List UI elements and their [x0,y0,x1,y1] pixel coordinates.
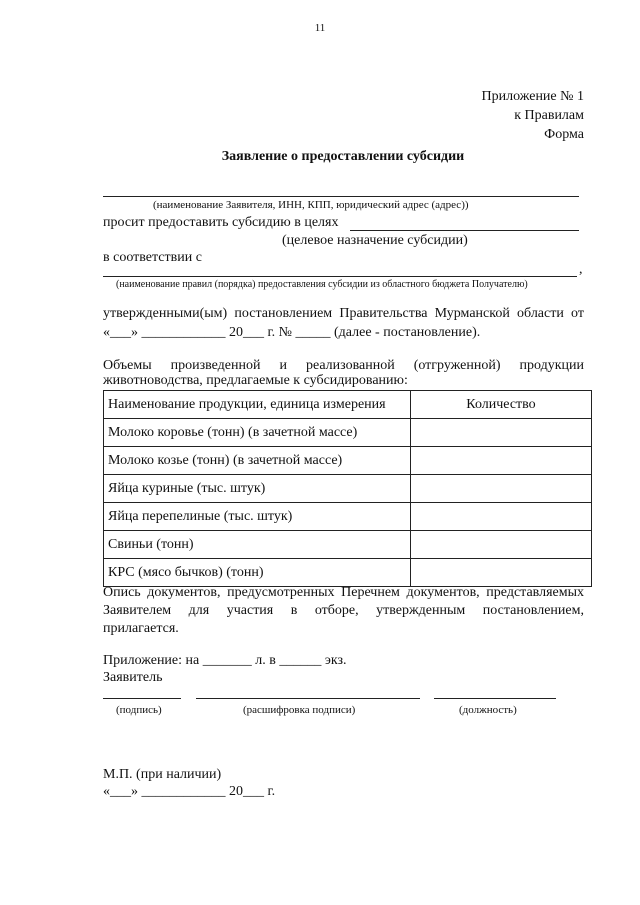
table-header-row [104,391,592,419]
product-name: Свиньи (тонн) [104,531,411,559]
position-field[interactable] [434,698,556,699]
approved-line-1: утвержденными(ым) постановлением Правительства Мурманской области от [103,306,584,321]
quantity-cell[interactable] [411,475,592,503]
products-table [103,390,592,587]
volumes-line-2: животноводства, предлагаемые к субсидированию: [103,373,408,388]
signature-caption: (подпись) [116,704,162,716]
appendix-form: Форма [544,127,584,142]
volumes-line-1: Объемы произведенной и реализованной (отгруженной) продукции [103,358,584,373]
product-name: Молоко коровье (тонн) (в зачетной массе) [104,419,411,447]
seal-label: М.П. (при наличии) [103,767,222,782]
attachment-line: Приложение: на _______ л. в ______ экз. [103,653,347,668]
applicant-label: Заявитель [103,670,163,685]
quantity-cell[interactable] [411,419,592,447]
applicant-caption: (наименование Заявителя, ИНН, КПП, юридический адрес (адрес)) [153,199,469,211]
rules-field[interactable] [103,276,577,277]
table-row [104,447,592,475]
product-name: Яйца куриные (тыс. штук) [104,475,411,503]
applicant-field[interactable] [103,196,579,197]
accordance-text: в соответствии с [103,250,202,265]
product-name: Яйца перепелиные (тыс. штук) [104,503,411,531]
page-number: 11 [314,22,326,34]
docs-line-1: Опись документов, предусмотренных Перечнем документов, представляемых [103,585,584,600]
docs-line-2: Заявителем для участия в отборе, утвержденным постановлением, [103,603,584,618]
position-caption: (должность) [459,704,517,716]
table-row [104,503,592,531]
rules-comma: , [579,262,583,277]
quantity-cell[interactable] [411,531,592,559]
signature-field[interactable] [103,698,181,699]
approved-line-2: «___» ____________ 20___ г. № _____ (далее - постановление). [103,325,481,340]
table-row [104,475,592,503]
appendix-rules: к Правилам [514,108,584,123]
request-text: просит предоставить субсидию в целях [103,215,339,230]
product-name: Молоко козье (тонн) (в зачетной массе) [104,447,411,475]
quantity-cell[interactable] [411,503,592,531]
docs-line-3: прилагается. [103,621,179,636]
product-name: КРС (мясо бычков) (тонн) [104,559,411,587]
table-row [104,419,592,447]
table-row [104,531,592,559]
table-row [104,559,592,587]
decoding-field[interactable] [196,698,420,699]
purpose-caption: (целевое назначение субсидии) [282,233,468,248]
header-quantity: Количество [411,391,592,419]
quantity-cell[interactable] [411,559,592,587]
appendix-number: Приложение № 1 [481,89,584,104]
quantity-cell[interactable] [411,447,592,475]
purpose-field[interactable] [350,230,579,231]
header-product: Наименование продукции, единица измерения [104,391,411,419]
date-line: «___» ____________ 20___ г. [103,784,276,799]
appendix-block [482,87,585,144]
rules-caption: (наименование правил (порядка) предоставления субсидии из областного бюджета Получателю) [116,279,528,290]
document-title: Заявление о предоставлении субсидии [221,149,465,164]
decoding-caption: (расшифровка подписи) [243,704,356,716]
